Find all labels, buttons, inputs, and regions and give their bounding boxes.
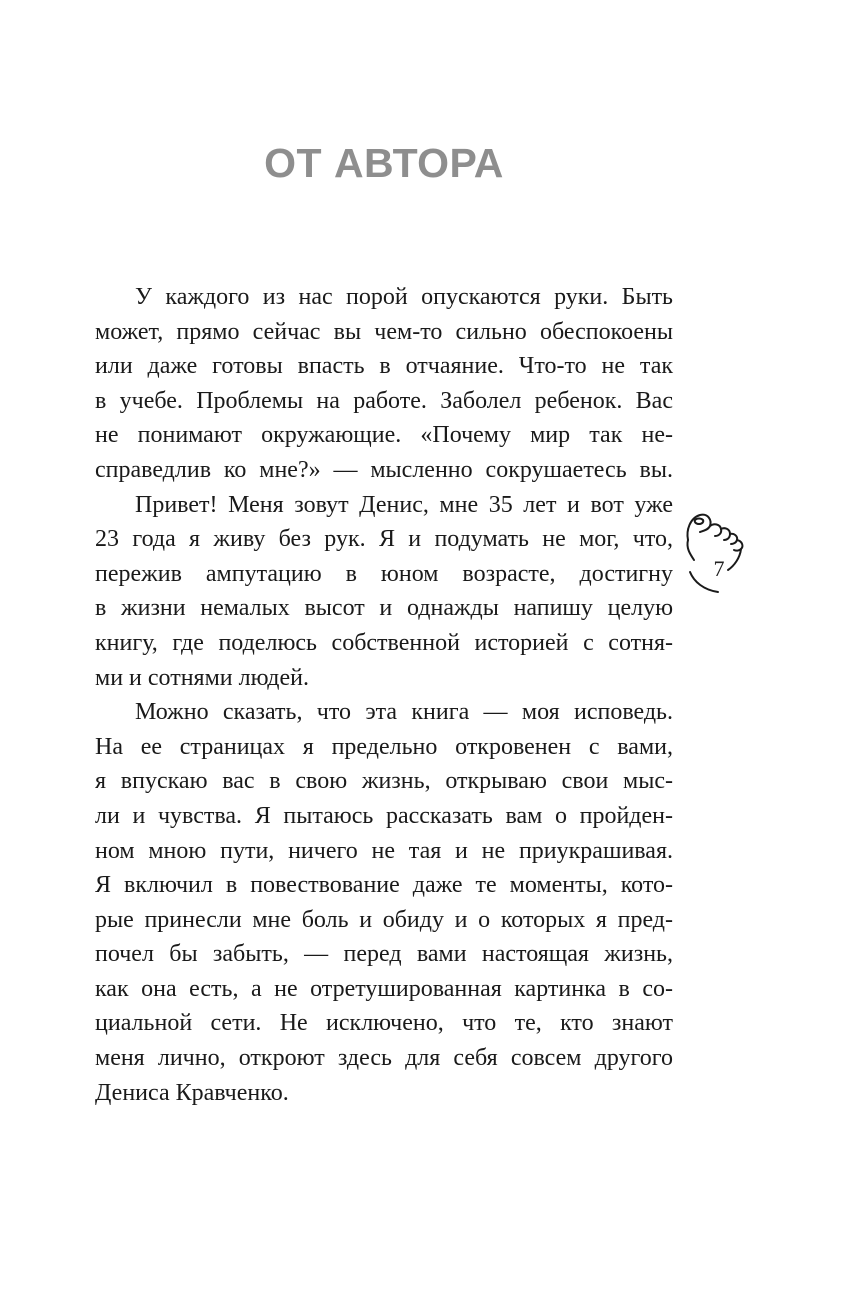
text-line: почел бы забыть, — перед вами настоящая жизнь, xyxy=(95,941,673,968)
text-line: 23 года я живу без рук. Я и подумать не мог, что, xyxy=(95,526,673,553)
paragraph-1 xyxy=(95,280,673,488)
text-line: Привет! Меня зовут Денис, мне 35 лет и вот уже xyxy=(135,491,673,518)
body-text xyxy=(95,280,673,1110)
text-line: меня лично, откроют здесь для себя совсем другого xyxy=(95,1045,673,1072)
text-line: ми и сотнями людей. xyxy=(95,664,310,691)
text-line: в учебе. Проблемы на работе. Заболел ребенок. Вас xyxy=(95,387,673,414)
page-number: 7 xyxy=(713,556,725,581)
page-marker xyxy=(684,512,758,594)
text-line: справедлив ко мне?» — мысленно сокрушаетесь вы. xyxy=(95,456,673,483)
text-line: ном мною пути, ничего не тая и не приукрашивая. xyxy=(95,837,673,864)
text-line: не понимают окружающие. «Почему мир так не- xyxy=(95,422,673,449)
text-line: У каждого из нас порой опускаются руки. Быть xyxy=(135,284,673,310)
text-line: Дениса Кравченко. xyxy=(95,1079,289,1106)
text-line: может, прямо сейчас вы чем-то сильно обеспокоены xyxy=(95,318,673,345)
chapter-title: ОТ АВТОРА xyxy=(264,140,504,186)
text-line: Я включил в повествование даже те моменты, кото- xyxy=(95,872,673,899)
text-line: пережив ампутацию в юном возрасте, достигну xyxy=(95,560,673,587)
text-line: На ее страницах я предельно откровенен с вами, xyxy=(95,733,673,760)
paragraph-3 xyxy=(95,695,673,1110)
text-line: циальной сети. Не исключено, что те, кто знают xyxy=(95,1010,673,1037)
text-line: или даже готовы впасть в отчаяние. Что-то не так xyxy=(95,353,673,380)
text-line: в жизни немалых высот и однажды напишу целую xyxy=(95,595,673,622)
text-line: ли и чувства. Я пытаюсь рассказать вам о пройден- xyxy=(95,802,673,829)
text-line: как она есть, а не отретушированная картинка в со- xyxy=(95,975,673,1002)
text-line: я впускаю вас в свою жизнь, открываю свои мыс- xyxy=(95,768,673,795)
text-line: Можно сказать, что эта книга — моя исповедь. xyxy=(135,699,673,726)
hand-icon xyxy=(684,512,758,594)
text-line: рые принесли мне боль и обиду и о которых я пред- xyxy=(95,906,673,933)
text-line: книгу, где поделюсь собственной историей с сотня- xyxy=(95,629,673,656)
paragraph-2 xyxy=(95,488,673,696)
